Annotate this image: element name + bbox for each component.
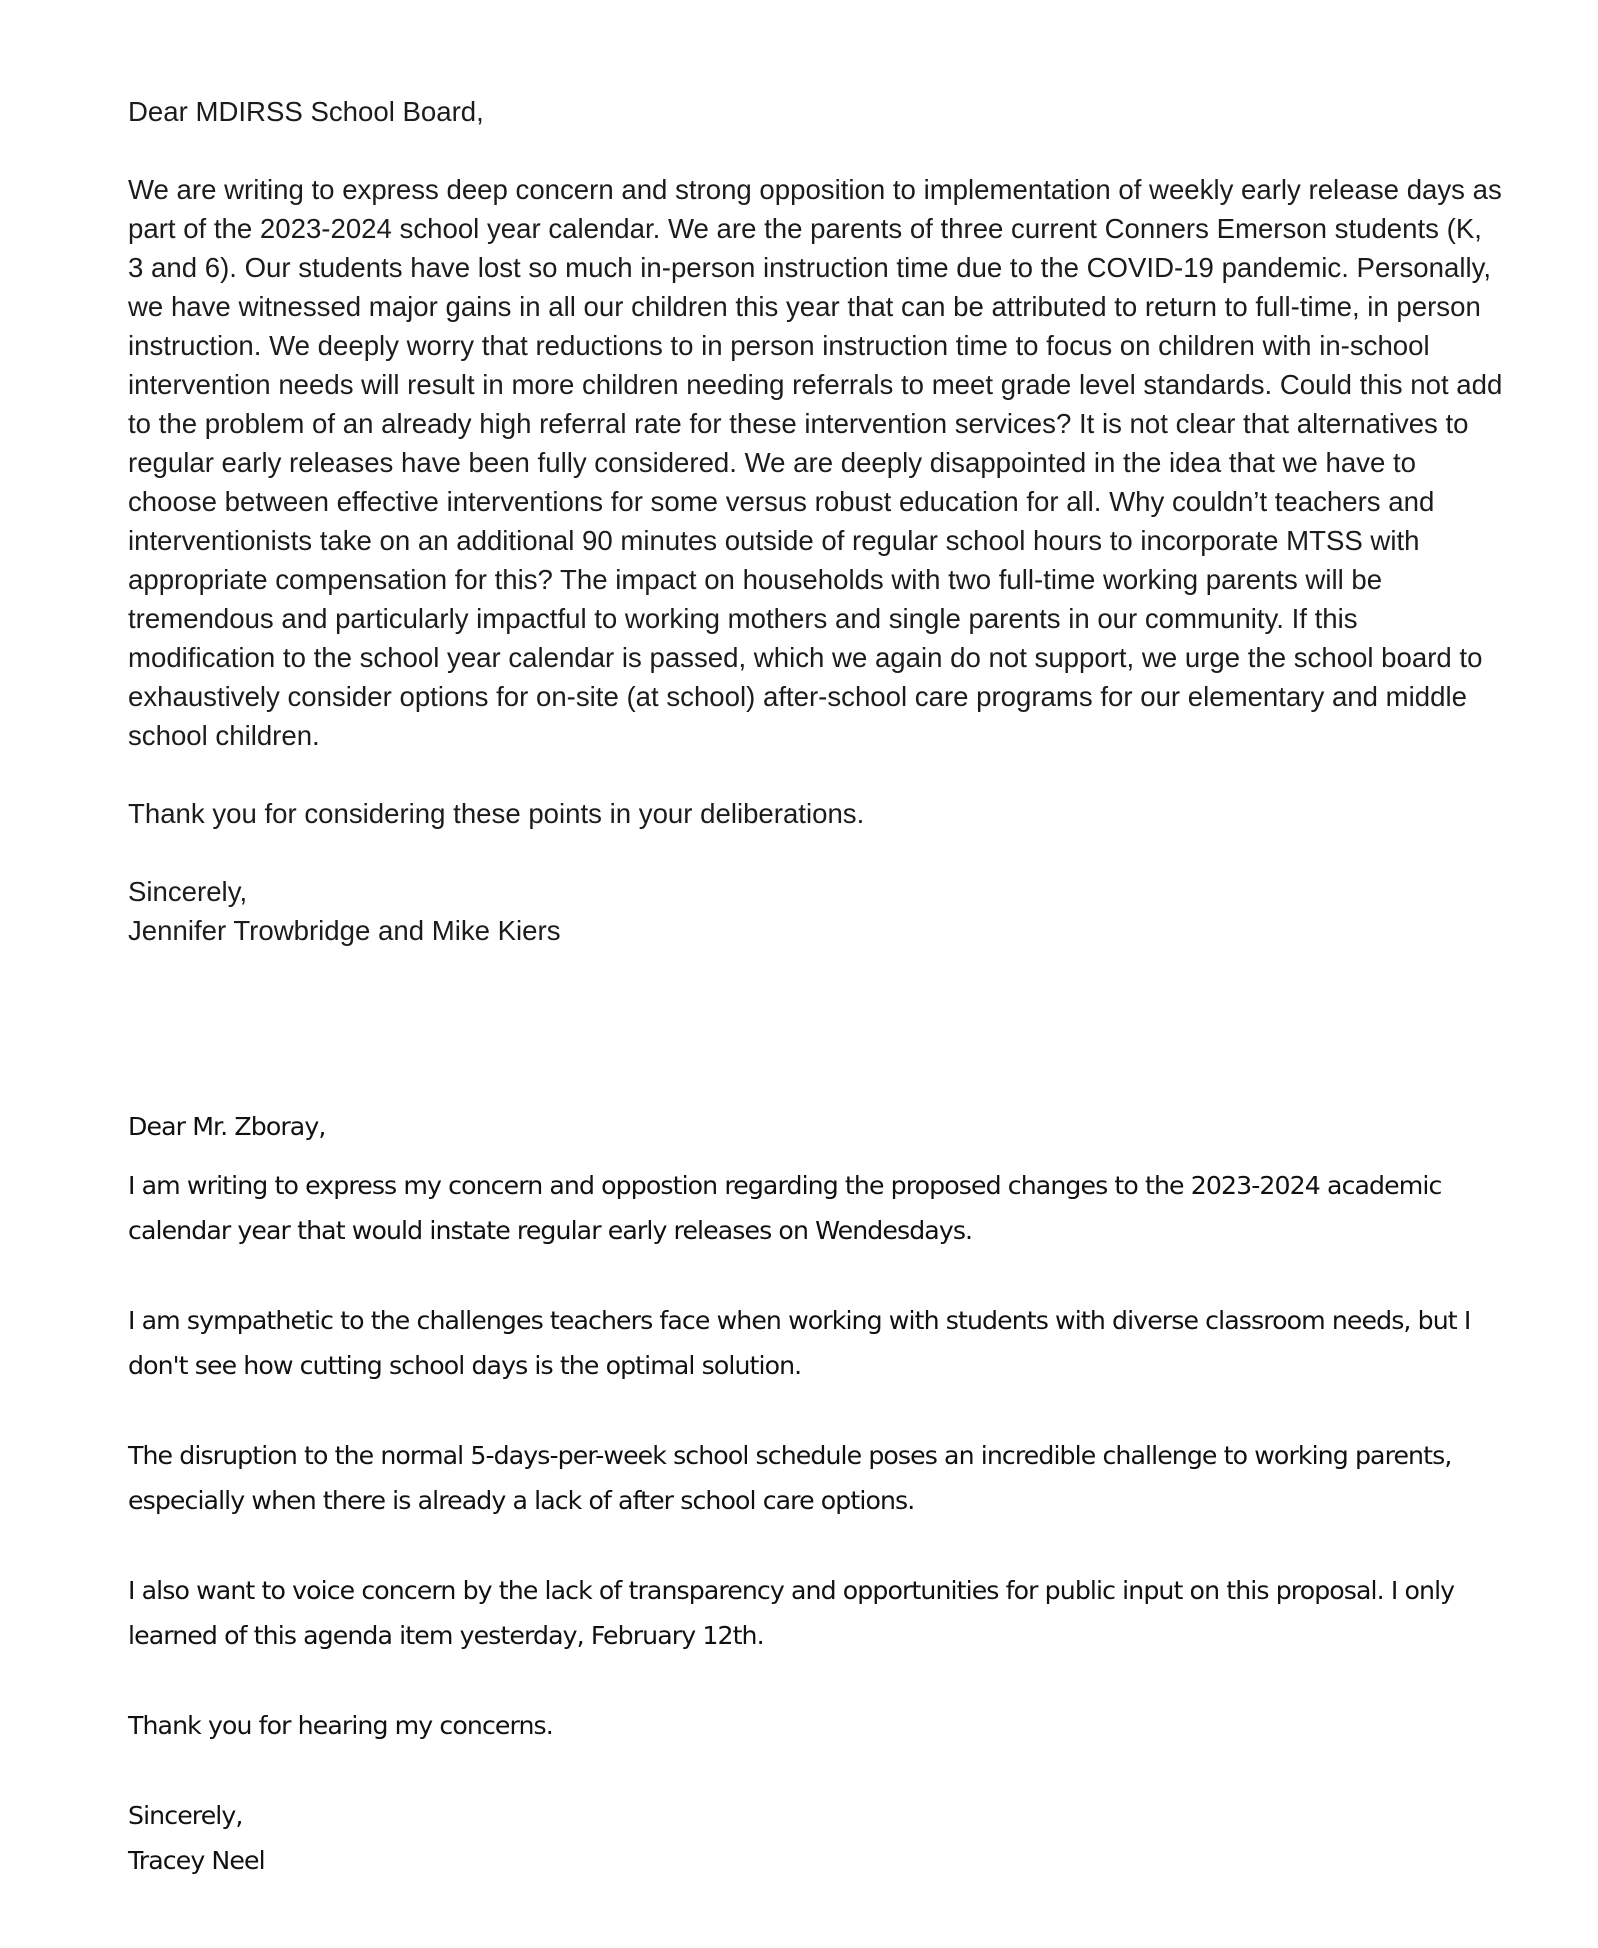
- letter-body: We are writing to express deep concern and strong opposition to implementation of weekly early release days as part of the 2023-2024 school year calendar. We are the parents of three current Conners Emerson students (K, 3 and 6). Our students have lost so much in-person instruction time due to the COVID-19 pandemic. Personally, we have witnessed major gains in all our children this year that can be attributed to return to full-time, in person instruction. We deeply worry that reductions to in person instruction time to focus on children with in-school intervention needs will result in more children needing referrals to meet grade level standards. Could this not add to the problem of an already high referral rate for these intervention services? It is not clear that alternatives to regular early releases have been fully considered. We are deeply disappointed in the idea that we have to choose between effective interventions for some versus robust education for all. Why couldn’t teachers and interventionists take on an additional 90 minutes outside of regular school hours to incorporate MTSS with appropriate compensation for this? The impact on households with two full-time working parents will be tremendous and particularly impactful to working mothers and single parents in our community. If this modification to the school year calendar is passed, which we again do not support, we urge the school board to exhaustively consider options for on-site (at school) after-school care programs for our elementary and middle school children.: [128, 174, 1503, 751]
- signature-text: Tracey Neel: [128, 1846, 265, 1875]
- letter-paragraph: I am sympathetic to the challenges teachers face when working with students with diverse classroom needs, but I don't see how cutting school days is the optimal solution.: [128, 1306, 1471, 1380]
- letter-paragraph: I also want to voice concern by the lack of transparency and opportunities for public input on this proposal. I only learned of this agenda item yesterday, February 12th.: [128, 1576, 1455, 1650]
- letter-thanks: Thank you for hearing my concerns.: [128, 1711, 553, 1740]
- letter-trowbridge-kiers: [128, 92, 1508, 950]
- letter-closing: [128, 1793, 1518, 1883]
- signature-text: Jennifer Trowbridge and Mike Kiers: [128, 915, 561, 946]
- letter-paragraph: The disruption to the normal 5-days-per-week school schedule poses an incredible challenge to working parents, especially when there is already a lack of after school care options.: [128, 1441, 1452, 1515]
- closing-text: Sincerely,: [128, 876, 248, 907]
- letter-thanks: Thank you for considering these points in your deliberations.: [128, 798, 865, 829]
- letter-closing: [128, 872, 1508, 950]
- letter-paragraph: I am writing to express my concern and oppostion regarding the proposed changes to the 2023-2024 academic calendar year that would instate regular early releases on Wendesdays.: [128, 1171, 1442, 1245]
- closing-text: Sincerely,: [128, 1801, 243, 1830]
- letter-neel: [128, 1107, 1518, 1883]
- letter-greeting: Dear MDIRSS School Board,: [128, 96, 484, 127]
- letter-greeting: Dear Mr. Zboray,: [128, 1112, 326, 1141]
